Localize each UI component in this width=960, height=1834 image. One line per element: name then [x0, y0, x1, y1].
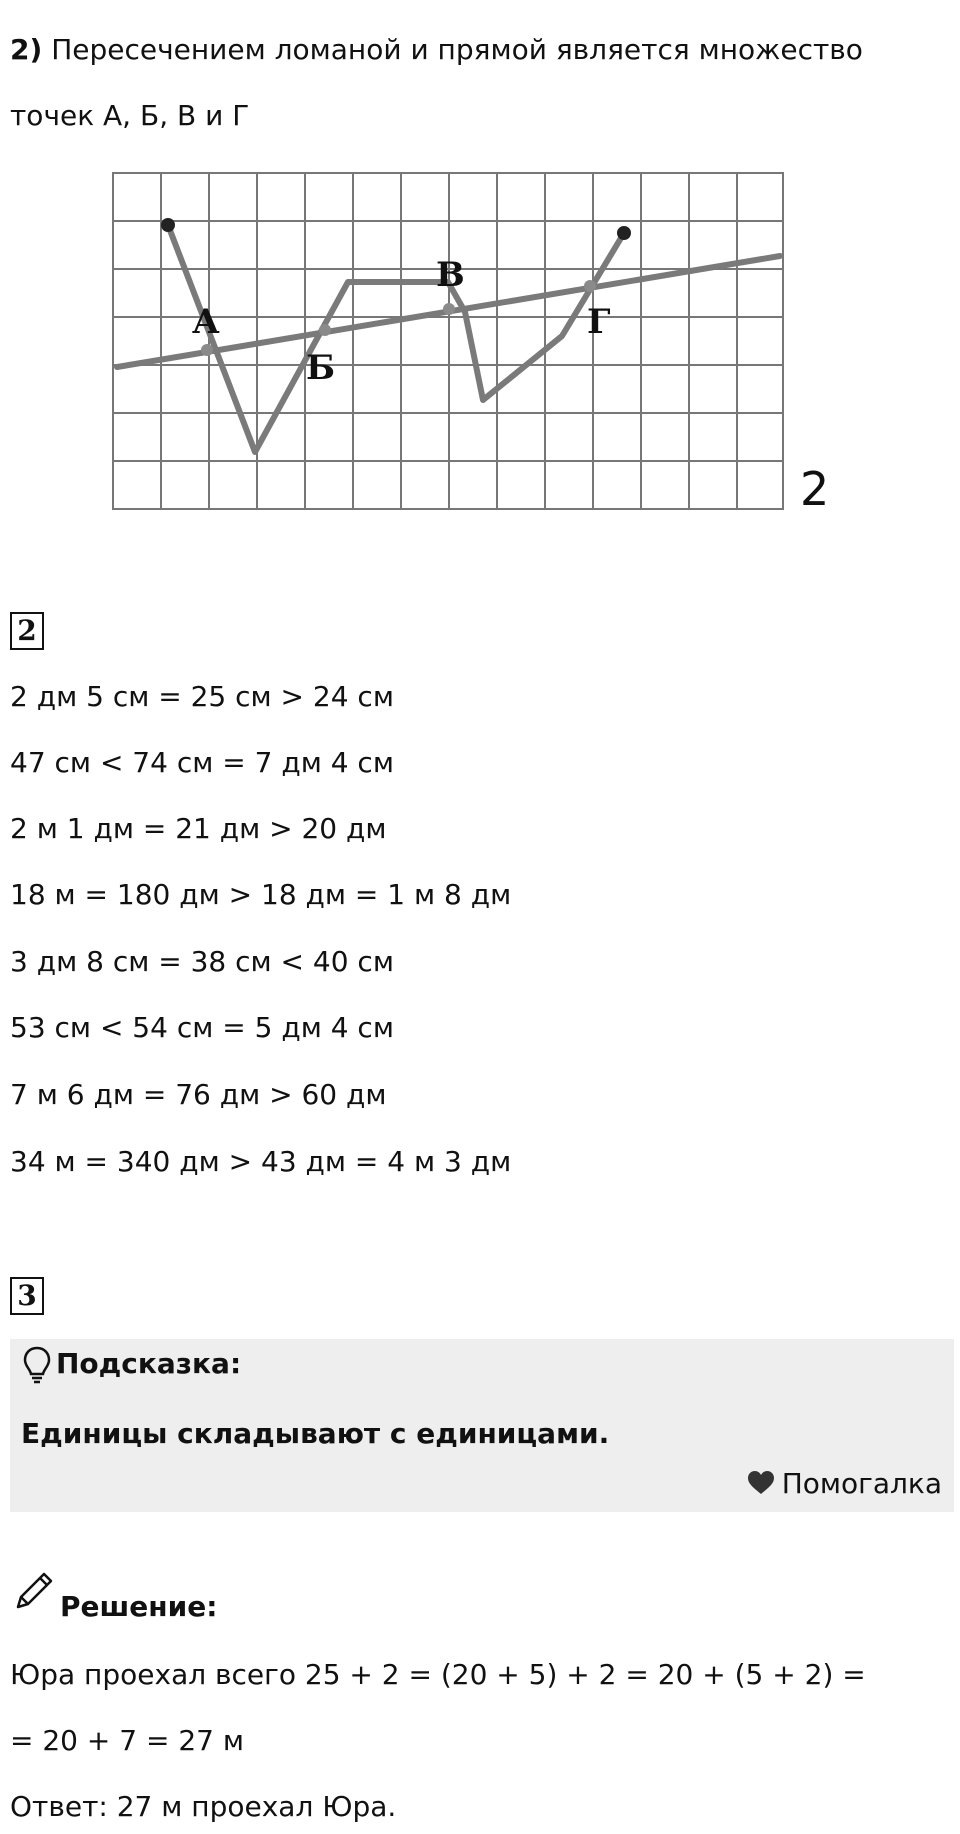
solution-line: Юра проехал всего 25 + 2 = (20 + 5) + 2 = 20 + (5 + 2) = — [10, 1658, 866, 1691]
intersection-point-v — [443, 303, 455, 315]
section-number-3: 3 — [10, 1277, 44, 1315]
task-text-continued: точек А, Б, В и Г — [10, 99, 250, 132]
figure-caption: 2 — [800, 462, 830, 515]
pencil-icon — [12, 1569, 56, 1613]
task-text: Пересечением ломаной и прямой является множество — [51, 33, 863, 66]
comparison-line: 2 дм 5 см = 25 см > 24 см — [10, 680, 394, 713]
comparison-line: 18 м = 180 дм > 18 дм = 1 м 8 дм — [10, 878, 512, 911]
comparison-line: 34 м = 340 дм > 43 дм = 4 м 3 дм — [10, 1145, 512, 1178]
task-number: 2) — [10, 33, 43, 66]
polyline-end-point — [617, 226, 631, 240]
point-label-a: А — [192, 302, 220, 342]
brand-label: Помогалка — [781, 1467, 942, 1500]
point-label-b: Б — [306, 348, 336, 388]
hint-brand[interactable] — [746, 1466, 942, 1502]
intersection-point-b — [319, 324, 331, 336]
task-2-statement — [10, 32, 863, 68]
comparison-line: 3 дм 8 см = 38 см < 40 см — [10, 945, 394, 978]
intersection-point-g — [584, 280, 596, 292]
comparison-line: 2 м 1 дм = 21 дм > 20 дм — [10, 812, 387, 845]
point-label-v: В — [436, 255, 465, 295]
comparison-line: 7 м 6 дм = 76 дм > 60 дм — [10, 1078, 387, 1111]
section-number-2: 2 — [10, 612, 44, 650]
lightbulb-icon — [22, 1345, 52, 1385]
polyline-and-line-figure — [100, 155, 860, 515]
hint-text: Единицы складывают с единицами. — [21, 1417, 610, 1450]
intersection-point-a — [201, 344, 213, 356]
broken-line — [168, 225, 624, 452]
point-label-g: Г — [587, 302, 611, 342]
hint-title: Подсказка: — [56, 1347, 242, 1380]
solution-title: Решение: — [60, 1590, 218, 1623]
solution-line: = 20 + 7 = 27 м — [10, 1724, 244, 1757]
comparison-line: 53 см < 54 см = 5 дм 4 см — [10, 1011, 394, 1044]
polyline-start-point — [161, 218, 175, 232]
heart-icon — [746, 1470, 776, 1496]
comparison-line: 47 см < 74 см = 7 дм 4 см — [10, 746, 394, 779]
answer-line: Ответ: 27 м проехал Юра. — [10, 1790, 397, 1823]
